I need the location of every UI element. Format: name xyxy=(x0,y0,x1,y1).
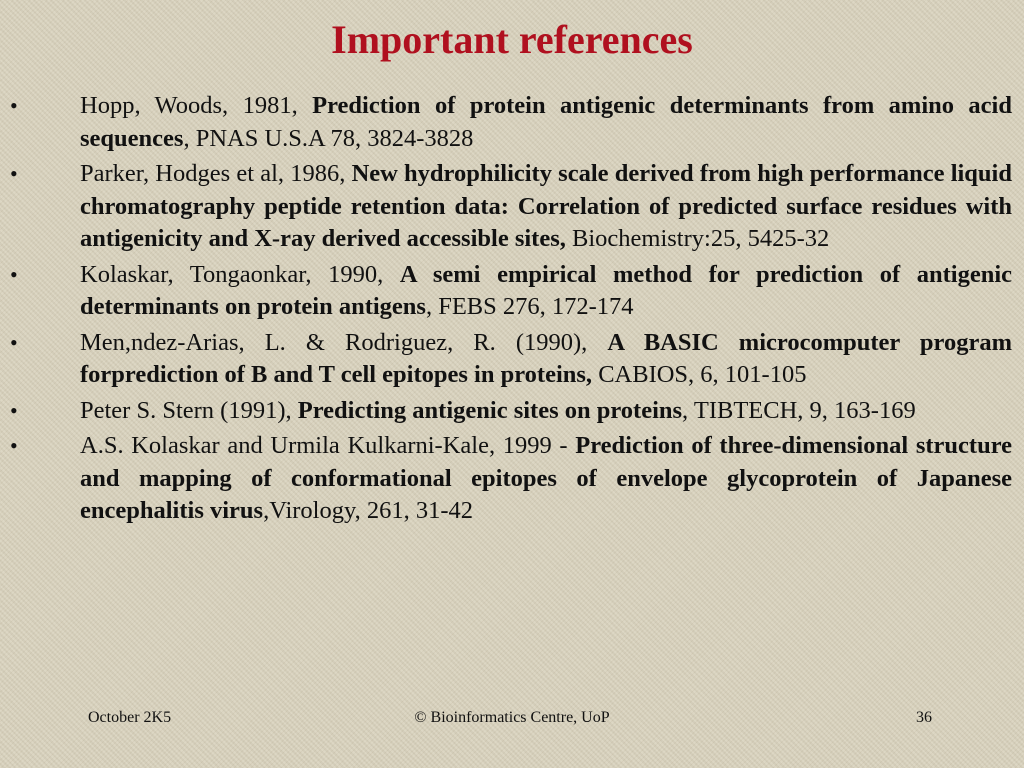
reference-title: A semi empirical method for prediction of antigenic determinants on protein antigens xyxy=(80,260,1012,320)
reference-item-1 xyxy=(0,90,1024,155)
bullet-icon: • xyxy=(10,329,18,355)
reference-item-4 xyxy=(0,327,1024,392)
reference-title: Predicting antigenic sites on proteins xyxy=(297,396,683,424)
reference-authors: Peter S. Stern (1991), xyxy=(80,396,298,424)
reference-source: , PNAS U.S.A 78, 3824-3828 xyxy=(183,124,474,152)
reference-list xyxy=(0,90,1024,531)
slide-title: Important references xyxy=(331,17,693,62)
footer-copyright: © Bioinformatics Centre, UoP xyxy=(414,709,610,726)
reference-source: ,Virology, 261, 31-42 xyxy=(263,497,474,524)
reference-authors: A.S. Kolaskar and Urmila Kulkarni-Kale, 1999 - xyxy=(80,432,576,459)
reference-title: Prediction of three-dimensional structure and mapping of conformational epitopes of envelope glycoprotein of Japanese encephalitis virus xyxy=(80,432,1013,524)
bullet-icon: • xyxy=(10,261,18,287)
reference-source: , TIBTECH, 9, 163-169 xyxy=(682,396,916,424)
bullet-icon: • xyxy=(10,161,18,186)
reference-item-5 xyxy=(0,395,1024,428)
reference-title: Prediction of protein antigenic determinants from amino acid sequences xyxy=(80,92,1012,152)
reference-item-6 xyxy=(0,430,1024,528)
footer-date: October 2K5 xyxy=(88,709,172,726)
reference-authors: Men,ndez-Arias, L. & Rodriguez, R. (1990), xyxy=(80,328,608,356)
bullet-icon: • xyxy=(10,93,18,118)
reference-authors: Parker, Hodges et al, 1986, xyxy=(80,160,352,187)
reference-source: , FEBS 276, 172-174 xyxy=(425,293,634,320)
reference-source: Biochemistry:25, 5425-32 xyxy=(565,225,830,252)
reference-source: CABIOS, 6, 101-105 xyxy=(592,361,807,388)
page-number: 36 xyxy=(916,709,932,726)
reference-authors: Kolaskar, Tongaonkar, 1990, xyxy=(80,260,400,288)
reference-authors: Hopp, Woods, 1981, xyxy=(80,92,313,119)
reference-item-2 xyxy=(0,158,1024,256)
reference-item-3 xyxy=(0,259,1024,324)
reference-title: A BASIC microcomputer program forprediction of B and T cell epitopes in proteins, xyxy=(80,328,1012,388)
reference-title: New hydrophilicity scale derived from high performance liquid chromatography peptide retention data: Correlation of predicted surface residues with antigenicity and X-ray derived accessible sites, xyxy=(80,160,1012,252)
bullet-icon: • xyxy=(10,397,18,423)
bullet-icon: • xyxy=(10,433,18,458)
